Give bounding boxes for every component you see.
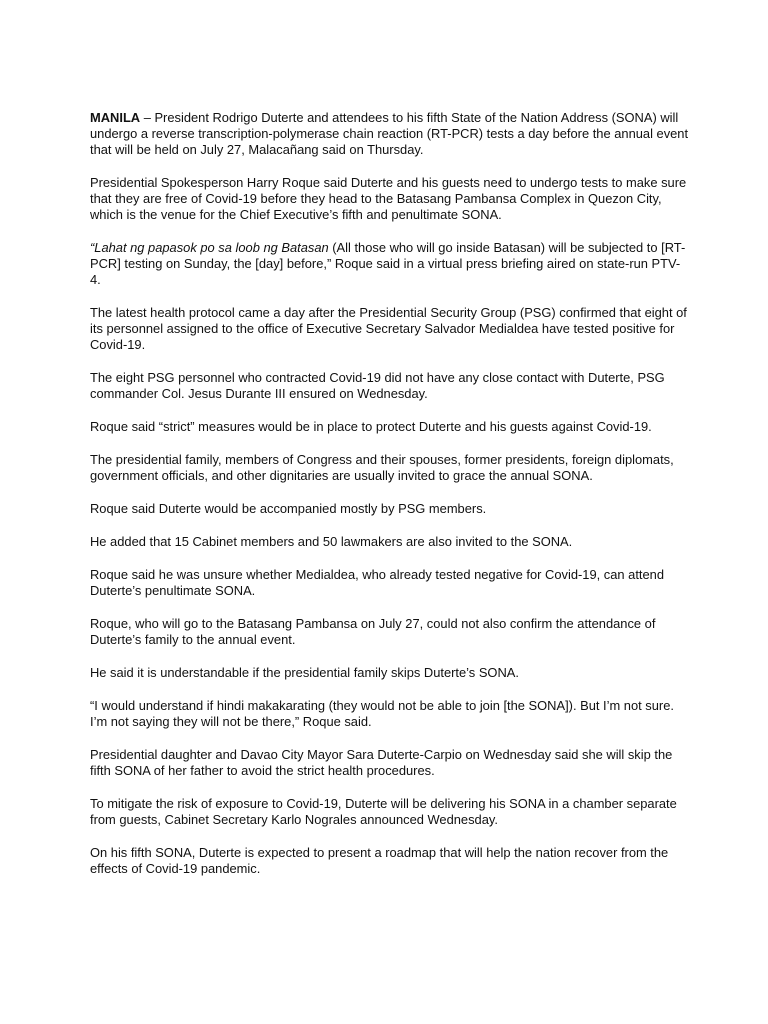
paragraph-13: “I would understand if hindi makakarating (they would not be able to join [the SONA]). But I’m not sure. I’m not saying they will not be there,” Roque said. xyxy=(90,698,674,729)
paragraph-1 xyxy=(90,110,690,158)
paragraph-14: Presidential daughter and Davao City Mayor Sara Duterte-Carpio on Wednesday said she will skip the fifth SONA of her father to avoid the strict health procedures. xyxy=(90,747,673,778)
paragraph-2: Presidential Spokesperson Harry Roque said Duterte and his guests need to undergo tests to make sure that they are free of Covid-19 before they head to the Batasang Pambansa Complex in Quezon City, which is the venue for the Chief Executive’s fifth and penultimate SONA. xyxy=(90,175,687,222)
paragraph-4: The latest health protocol came a day after the Presidential Security Group (PSG) confirmed that eight of its personnel assigned to the office of Executive Secretary Salvador Medialdea have tested positive for Covid-19. xyxy=(90,305,687,352)
paragraph-12: He said it is understandable if the presidential family skips Duterte’s SONA. xyxy=(90,665,519,680)
paragraph-8: Roque said Duterte would be accompanied mostly by PSG members. xyxy=(90,501,487,516)
paragraph-7: The presidential family, members of Congress and their spouses, former presidents, foreign diplomats, government officials, and other dignitaries are usually invited to grace the annual SONA. xyxy=(90,452,674,483)
italic-quote: “Lahat ng papasok po sa loob ng Batasan xyxy=(90,240,329,255)
paragraph-10: Roque said he was unsure whether Medialdea, who already tested negative for Covid-19, can attend Duterte’s penultimate SONA. xyxy=(90,567,664,598)
paragraph-11: Roque, who will go to the Batasang Pambansa on July 27, could not also confirm the attendance of Duterte’s family to the annual event. xyxy=(90,616,656,647)
paragraph-5: The eight PSG personnel who contracted Covid-19 did not have any close contact with Duterte, PSG commander Col. Jesus Durante III ensured on Wednesday. xyxy=(90,370,665,401)
paragraph-3 xyxy=(90,240,690,288)
paragraph-6: Roque said “strict” measures would be in place to protect Duterte and his guests against Covid-19. xyxy=(90,419,652,434)
paragraph-3-text: (All those who will go inside Batasan) will be subjected to [RT-PCR] testing on Sunday, the [day] before,” Roque said in a virtual press briefing aired on state-run PTV-4. xyxy=(90,240,686,287)
paragraph-1-text: – President Rodrigo Duterte and attendees to his fifth State of the Nation Address (SONA) will undergo a reverse transcription-polymerase chain reaction (RT-PCR) tests a day before the annual event that will be held on July 27, Malacañang said on Thursday. xyxy=(90,110,689,157)
paragraph-16: On his fifth SONA, Duterte is expected to present a roadmap that will help the nation recover from the effects of Covid-19 pandemic. xyxy=(90,845,669,876)
paragraph-9: He added that 15 Cabinet members and 50 lawmakers are also invited to the SONA. xyxy=(90,534,573,549)
article-body xyxy=(90,110,690,894)
paragraph-15: To mitigate the risk of exposure to Covid-19, Duterte will be delivering his SONA in a chamber separate from guests, Cabinet Secretary Karlo Nograles announced Wednesday. xyxy=(90,796,677,827)
dateline: MANILA xyxy=(90,110,141,125)
